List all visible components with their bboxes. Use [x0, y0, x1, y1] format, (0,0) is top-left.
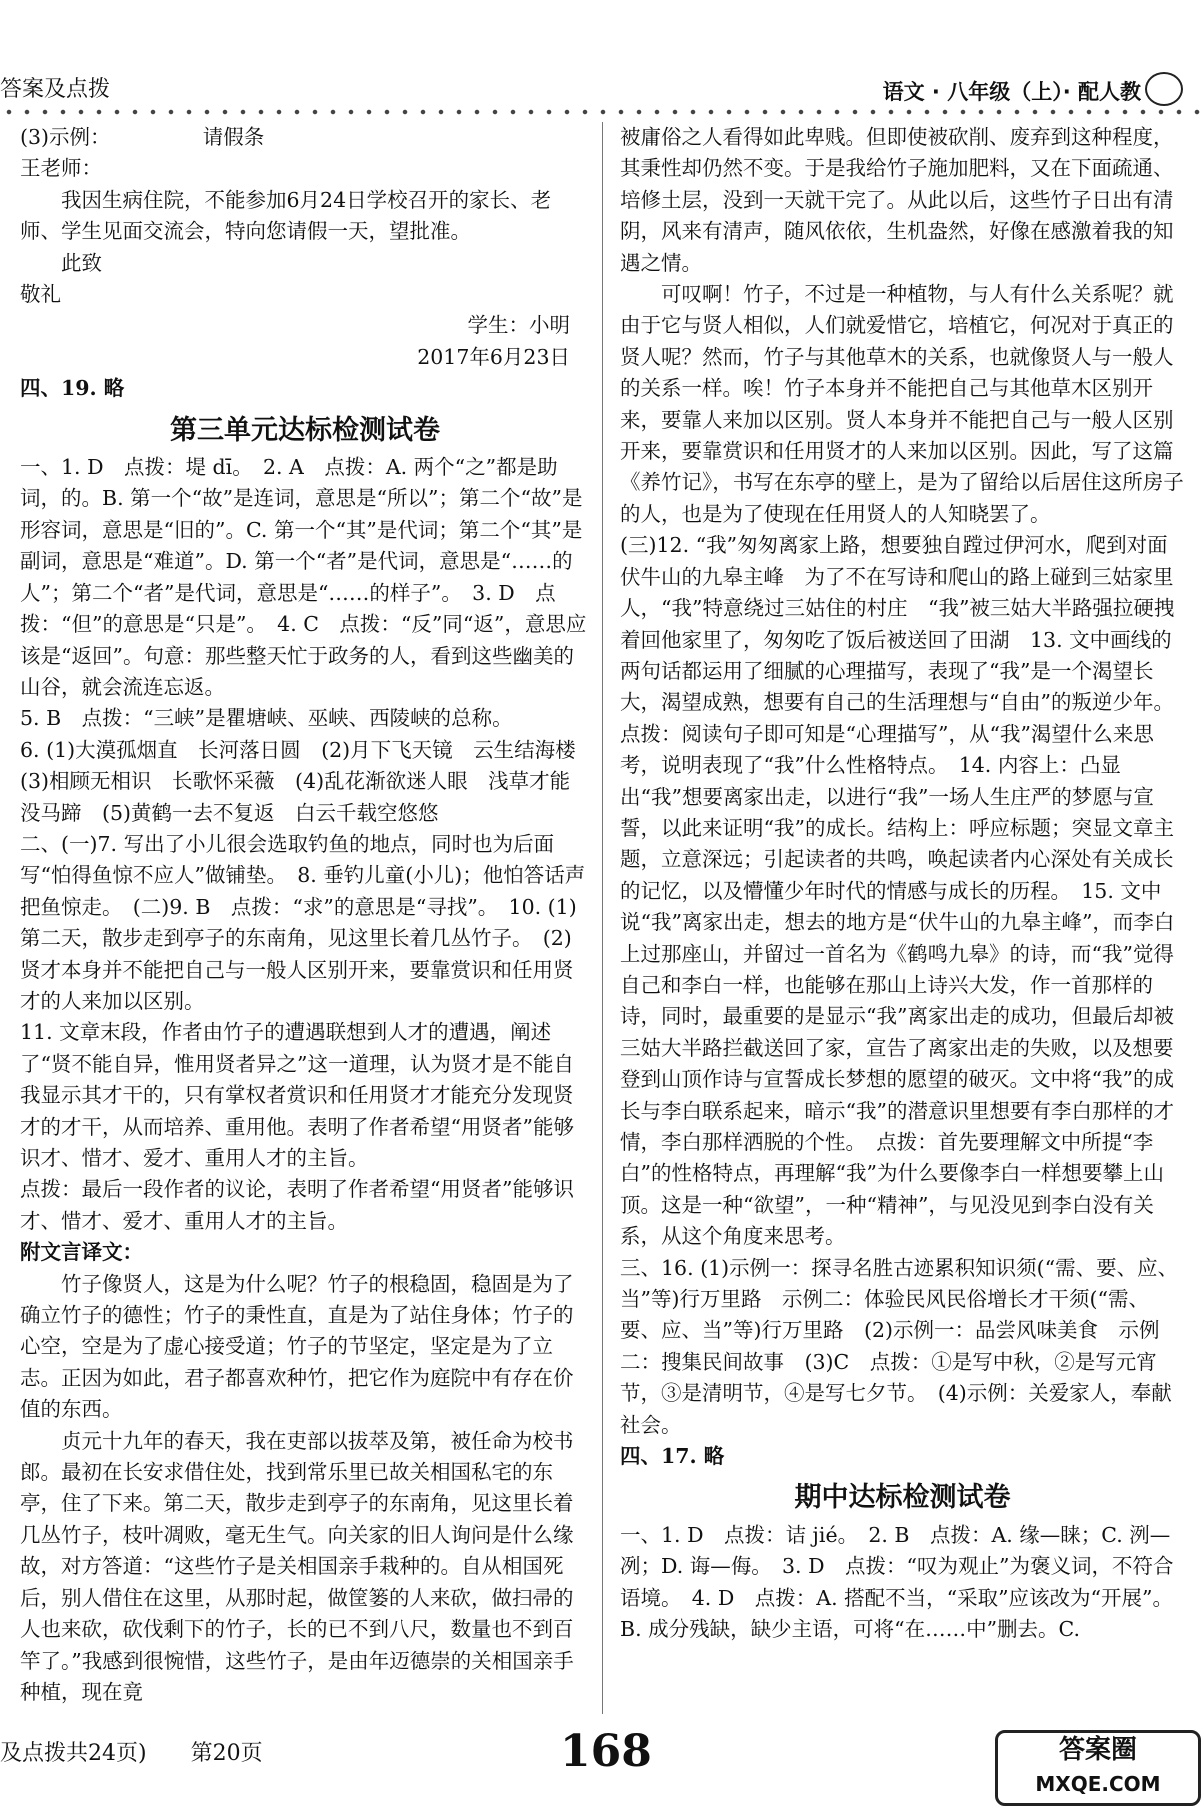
header-right-title: 语文 · 八年级（上）· 配人教 — [882, 80, 1141, 104]
paragraph: 附文言译文： — [20, 1240, 143, 1265]
section-heading: 期中达标检测试卷 — [794, 1482, 1011, 1514]
watermark-bottom: MXQE.COM — [1035, 1772, 1161, 1796]
header-dotted-rule — [0, 108, 1201, 116]
header-left-title: 答案及点拨 — [0, 77, 111, 102]
paragraph: (3)示例： 请假条 — [20, 125, 265, 149]
paragraph: 被庸俗之人看得如此卑贱。但即使被砍削、废弃到这种程度，其秉性却仍然不变。于是我给竹子施加肥料，又在下面疏通、培修土层，没到一天就干完了。从此以后，这些竹子日出有清阴，风来有清声，随风依依，生机盎然，好像在感激着我的知遇之情。 — [620, 125, 1174, 275]
paragraph: 11. 文章末段，作者由竹子的遭遇联想到人才的遭遇，阐述了“贤不能自异，惟用贤者异之”这一道理，认为贤才是不能自我显示其才干的，只有掌权者赏识和任用贤才才能充分发现贤才的才干，从而培养、重用他。表明了作者希望“用贤者”能够识才、惜才、爱才、重用人才的主旨。 — [20, 1020, 574, 1170]
paragraph: 2017年6月23日 — [417, 344, 570, 369]
watermark-top: 答案圈 — [1058, 1735, 1137, 1765]
publisher-logo-icon — [1145, 72, 1183, 106]
page-footer — [0, 1726, 1201, 1796]
paragraph: 二、(一)7. 写出了小儿很会选取钓鱼的地点，同时也为后面写“怕得鱼惊不应人”做铺垫。 8. 垂钓儿童(小儿)；他怕答话声把鱼惊走。 (二)9. B 点拨：“求”的意思是“寻找”。 10. (1)第二天，散步走到亭子的东南角，见这里长着几丛竹子。 (2)贤才本身并不能把自己与一般人区别开来，要靠赏识和任用贤才的人来加以区别。 — [20, 831, 586, 1013]
paragraph: 敬礼 — [20, 282, 61, 307]
footer-left-text: 及点拨共24页) 第20页 — [0, 1741, 263, 1766]
paragraph: 点拨：最后一段作者的议论，表明了作者希望“用贤者”能够识才、惜才、爱才、重用人才的主旨。 — [20, 1177, 574, 1233]
right-column — [620, 122, 1185, 1646]
paragraph: 竹子像贤人，这是为什么呢？竹子的根稳固，稳固是为了确立竹子的德性；竹子的秉性直，直是为了站住身体；竹子的心空，空是为了虚心接受道；竹子的节坚定，坚定是为了立志。正因为如此，君子都喜欢种竹，把它作为庭院中有存在价值的东西。 — [20, 1271, 574, 1422]
paragraph: 一、1. D 点拨：堤 dī。 2. A 点拨：A. 两个“之”都是助词，的。B. 第一个“故”是连词，意思是“所以”；第二个“故”是形容词，意思是“旧的”。C. 第一个“其”是代词；第二个“其”是副词，意思是“难道”。D. 第一个“者”是代词，意思是“……的人”；第二个“者”是代词，意思是“……的样子”。 3. D 点拨：“但”的意思是“只是”。 4. C 点拨：“反”同“返”，意思应该是“返回”。句意：那些整天忙于政务的人，看到这些幽美的山谷，就会流连忘返。 — [20, 455, 587, 699]
section-heading: 第三单元达标检测试卷 — [170, 414, 440, 446]
paragraph: 学生：小明 — [467, 313, 570, 338]
paragraph: 四、17. 略 — [620, 1444, 725, 1469]
page-header — [0, 72, 1201, 112]
paragraph: 一、1. D 点拨：诘 jié。 2. B 点拨：A. 缘—睐；C. 洌—冽；D. 诲—侮。 3. D 点拨：“叹为观止”为褒义词，不符合语境。 4. D 点拨：A. 搭配不当，“采取”应该改为“开展”。B. 成分残缺，缺少主语，可将“在……中”删去。C. — [620, 1522, 1174, 1642]
paragraph: 王老师： — [20, 156, 102, 181]
paragraph: 三、16. (1)示例一：探寻名胜古迹累积知识须(“需、要、应、当”等)行万里路 示例二：体验民风民俗增长才干须(“需、要、应、当”等)行万里路 (2)示例一：品尝风味美食 示例二：搜集民间故事 (3)C 点拨：①是写中秋，②是写元宵节，③是清明节，④是写七夕节。 (4)示例：关爱家人，奉献社会。 — [620, 1255, 1179, 1437]
paragraph: 可叹啊！竹子，不过是一种植物，与人有什么关系呢？就由于它与贤人相似，人们就爱惜它，培植它，何况对于真正的贤人呢？然而，竹子与其他草木的关系，也就像贤人与一般人的关系一样。唉！竹子本身并不能把自己与其他草木区别开来，要靠人来加以区别。贤人本身并不能把自己与一般人区别开来，要靠赏识和任用贤才的人来加以区别。因此，写了这篇《养竹记》，书写在东亭的壁上，是为了留给以后居住这所房子的人，也是为了使现在任用贤人的人知晓罢了。 — [620, 282, 1184, 526]
column-divider — [602, 122, 603, 1714]
paragraph: 我因生病住院，不能参加6月24日学校召开的家长、老师、学生见面交流会，特向您请假一天，望批准。 — [20, 187, 552, 244]
paragraph: 6. (1)大漠孤烟直 长河落日圆 (2)月下飞天镜 云生结海楼 (3)相顾无相识 长歌怀采薇 (4)乱花渐欲迷人眼 浅草才能没马蹄 (5)黄鹤一去不复返 白云千载空悠悠 — [20, 737, 597, 825]
paragraph: 此致 — [61, 250, 102, 275]
left-column — [20, 122, 597, 1708]
paragraph: 5. B 点拨：“三峡”是瞿塘峡、巫峡、西陵峡的总称。 — [20, 706, 513, 731]
watermark-logo — [995, 1730, 1201, 1806]
paragraph: (三)12. “我”匆匆离家上路，想要独自蹚过伊河水，爬到对面伏牛山的九皋主峰 为了不在写诗和爬山的路上碰到三姑家里人，“我”特意绕过三姑住的村庄 “我”被三姑大半路强拉硬拽着回他家里了，匆匆吃了饭后被送回了田湖 13. 文中画线的两句话都运用了细腻的心理描写，表现了“我”是一个渴望长大，渴望成熟，想要有自己的生活理想与“自由”的叛逆少年。 点拨：阅读句子即可知是“心理描写”，从“我”渴望什么来思考，说明表现了“我”什么性格特点。 14. 内容上：凸显出“我”想要离家出走，以进行“我”一场人生庄严的梦愿与宣誓，以此来证明“我”的成长。结构上：呼应标题；突显文章主题，立意深远；引起读者的共鸣，唤起读者内心深处有关成长的记忆，以及懵懂少年时代的情感与成长的历程。 15. 文中说“我”离家出走，想去的地方是“伏牛山的九皋主峰”，而李白上过那座山，并留过一首名为《鹤鸣九皋》的诗，而“我”觉得自己和李白一样，也能够在那山上诗兴大发，作一首那样的诗，同时，最重要的是显示“我”离家出走的成功，但最后却被三姑大半路拦截送回了家，宣告了离家出走的失败，以及想要登到山顶作诗与宣誓成长梦想的愿望的破灭。文中将“我”的成长与李白联系起来，暗示“我”的潜意识里想要有李白那样的才情，李白那样洒脱的个性。 点拨：首先要理解文中所提“李白”的性格特点，再理解“我”为什么要像李白一样想要攀上山顶。这是一种“欲望”，一种“精神”，与见没见到李白没有关系，从这个角度来思考。 — [620, 533, 1185, 1249]
page-number: 168 — [560, 1726, 652, 1777]
paragraph: 贞元十九年的春天，我在吏部以拔萃及第，被任命为校书郎。最初在长安求借住处，找到常乐里已故关相国私宅的东亭，住了下来。第二天，散步走到亭子的东南角，见这里长着几丛竹子，枝叶凋败，毫无生气。向关家的旧人询问是什么缘故，对方答道：“这些竹子是关相国亲手栽种的。自从相国死后，别人借住在这里，从那时起，做筐篓的人来砍，做扫帚的人也来砍，砍伐剩下的竹子，长的已不到八尺，数量也不到百竿了。”我感到很惋惜，这些竹子，是由年迈德崇的关相国亲手种植，现在竟 — [20, 1428, 574, 1704]
paragraph: 四、19. 略 — [20, 376, 125, 401]
